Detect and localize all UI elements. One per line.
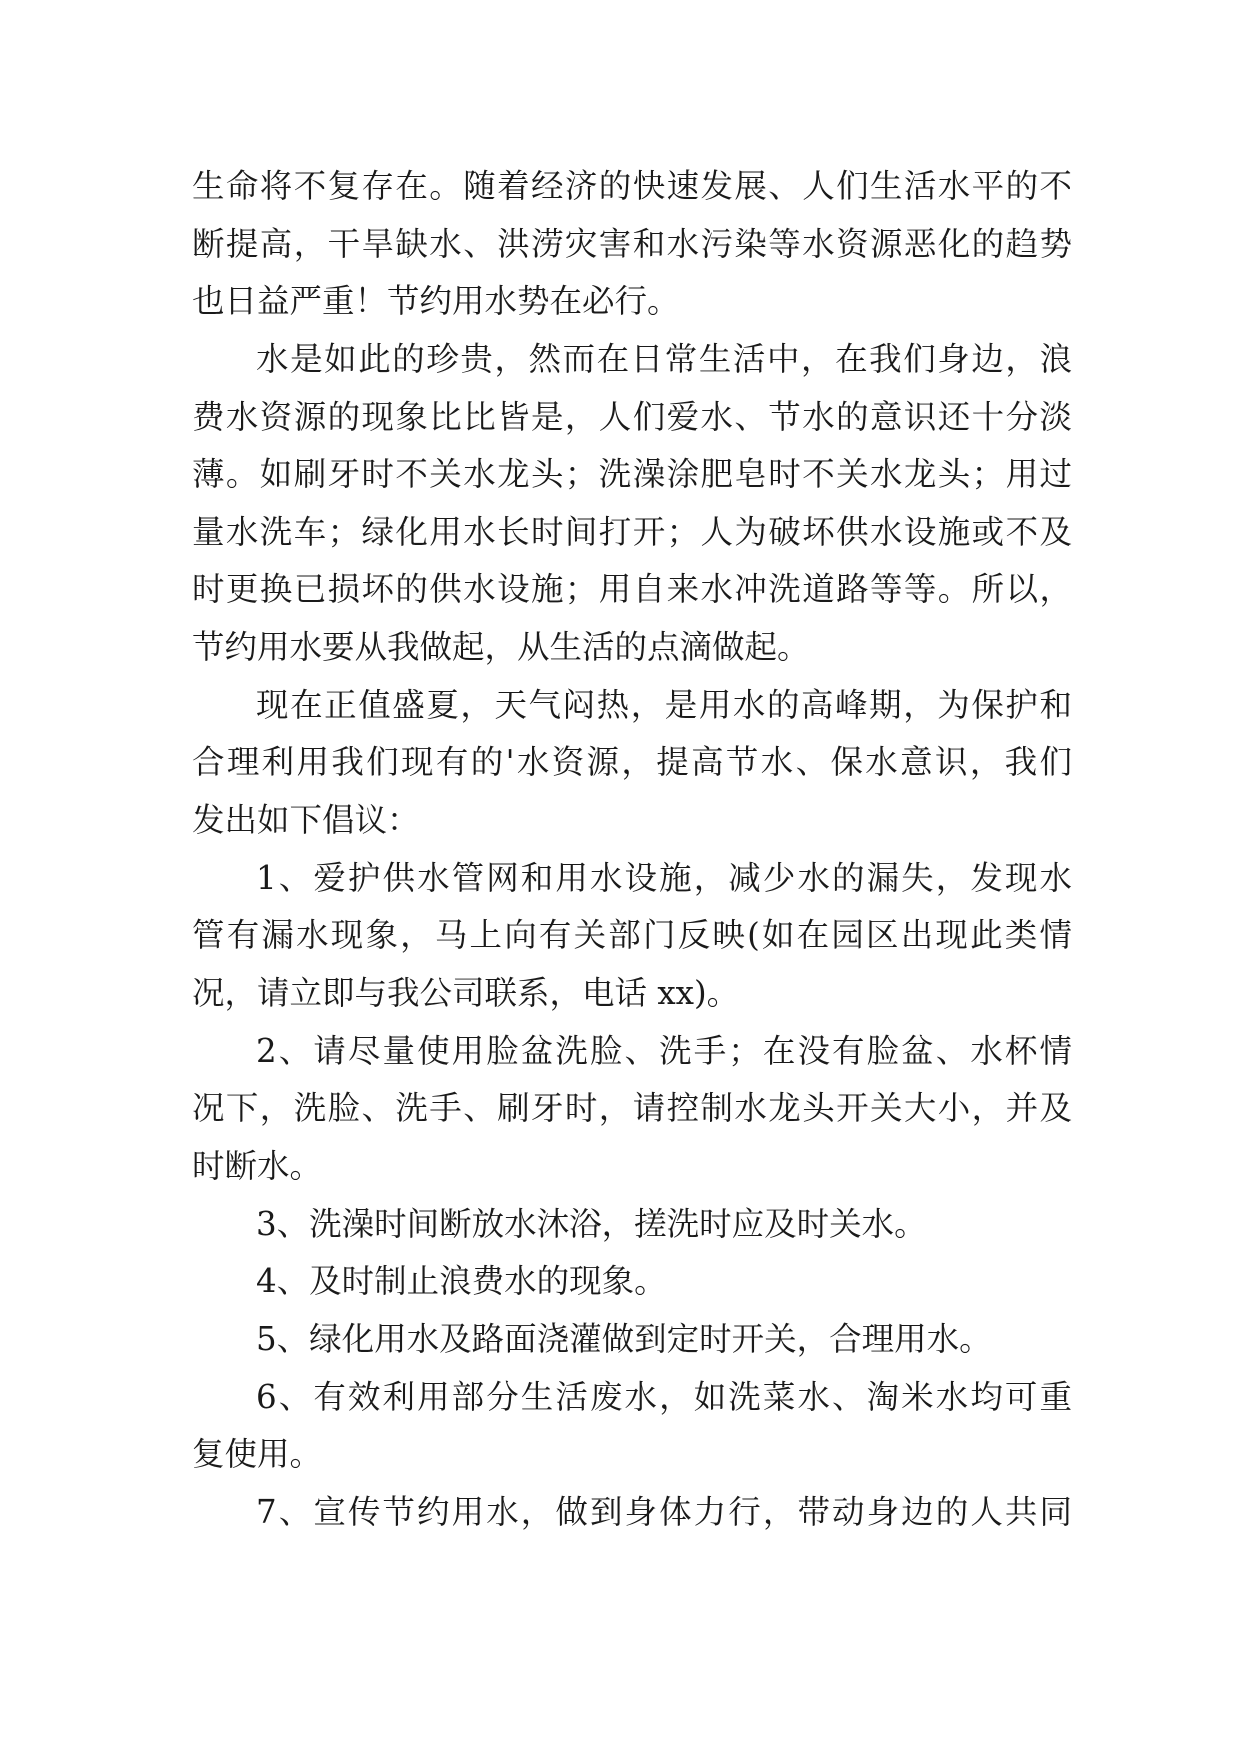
text-line: 况下，洗脸、洗手、刷牙时，请控制水龙头开关大小，并及 bbox=[192, 1089, 1072, 1127]
text-line: 费水资源的现象比比皆是，人们爱水、节水的意识还十分淡 bbox=[192, 398, 1072, 436]
text-line: 断提高，干旱缺水、洪涝灾害和水污染等水资源恶化的趋势 bbox=[192, 225, 1072, 263]
list-item-1-line: 1、爱护供水管网和用水设施，减少水的漏失，发现水 bbox=[256, 859, 1072, 897]
text-line: 时更换已损坏的供水设施；用自来水冲洗道路等等。所以， bbox=[192, 570, 1072, 608]
list-item-3-line: 3、洗澡时间断放水沐浴，搓洗时应及时关水。 bbox=[256, 1205, 927, 1243]
text-line: 复使用。 bbox=[192, 1435, 323, 1473]
paragraph-first-line: 水是如此的珍贵，然而在日常生活中，在我们身边，浪 bbox=[256, 340, 1072, 378]
text-line: 管有漏水现象，马上向有关部门反映(如在园区出现此类情 bbox=[192, 916, 1072, 954]
text-line: 节约用水要从我做起，从生活的点滴做起。 bbox=[192, 628, 810, 666]
text-line: 薄。如刷牙时不关水龙头；洗澡涂肥皂时不关水龙头；用过 bbox=[192, 455, 1072, 493]
text-line: 量水洗车；绿化用水长时间打开；人为破坏供水设施或不及 bbox=[192, 513, 1072, 551]
list-item-2-line: 2、请尽量使用脸盆洗脸、洗手；在没有脸盆、水杯情 bbox=[256, 1032, 1072, 1070]
text-line: 生命将不复存在。随着经济的快速发展、人们生活水平的不 bbox=[192, 167, 1072, 205]
list-item-7-line: 7、宣传节约用水，做到身体力行，带动身边的人共同 bbox=[256, 1493, 1072, 1531]
text-line: 况，请立即与我公司联系，电话 xx)。 bbox=[192, 974, 740, 1012]
list-item-4-line: 4、及时制止浪费水的现象。 bbox=[256, 1262, 667, 1300]
paragraph-first-line: 现在正值盛夏，天气闷热，是用水的高峰期，为保护和 bbox=[256, 686, 1072, 724]
list-item-5-line: 5、绿化用水及路面浇灌做到定时开关，合理用水。 bbox=[256, 1320, 992, 1358]
text-line: 合理利用我们现有的'水资源，提高节水、保水意识，我们 bbox=[192, 743, 1072, 781]
text-line: 也日益严重！节约用水势在必行。 bbox=[192, 282, 680, 320]
text-line: 时断水。 bbox=[192, 1147, 323, 1185]
text-line: 发出如下倡议： bbox=[192, 801, 420, 839]
list-item-6-line: 6、有效利用部分生活废水，如洗菜水、淘米水均可重 bbox=[256, 1378, 1072, 1416]
